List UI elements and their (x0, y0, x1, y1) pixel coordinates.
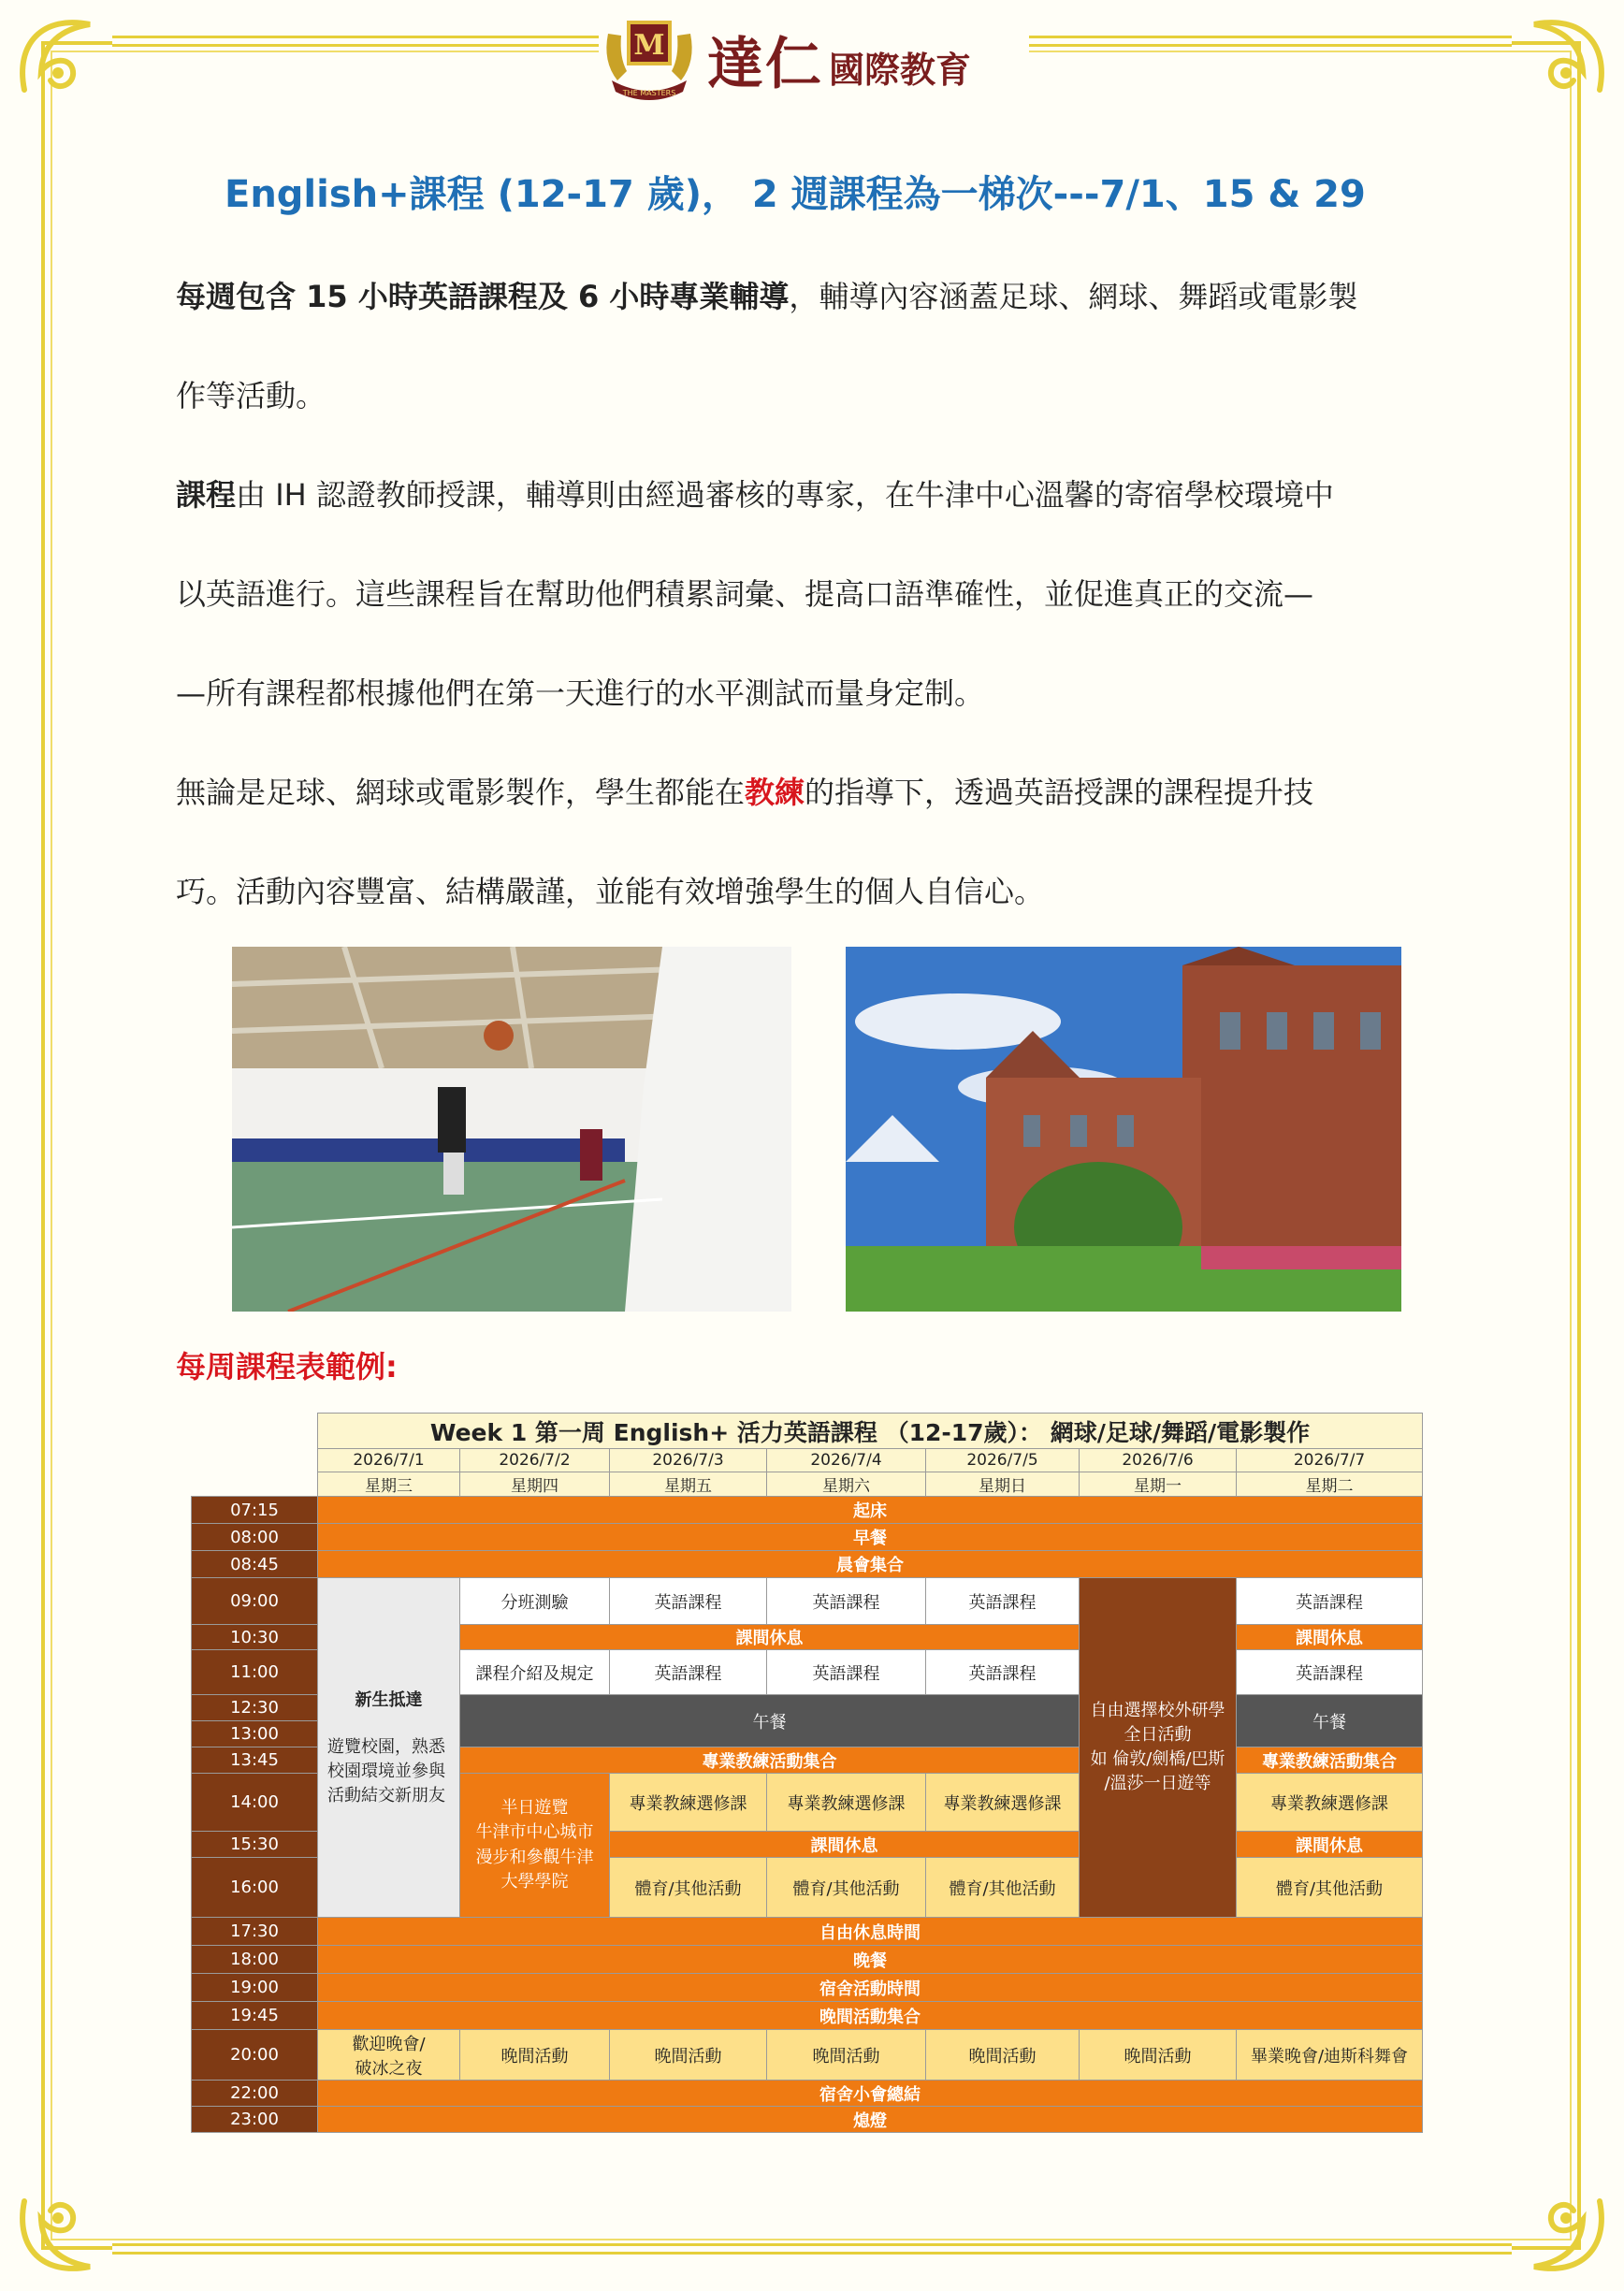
time-cell: 08:45 (192, 1551, 318, 1578)
weekday-cell: 星期二 (1237, 1472, 1423, 1497)
weekday-cell: 星期三 (318, 1472, 460, 1497)
paragraph-2-line-3: —所有課程都根據他們在第一天進行的水平測試而量身定制。 (176, 675, 985, 711)
date-cell: 2026/7/3 (610, 1449, 767, 1472)
text: 由 IH 認證教師授課，輔導則由經過審核的專家，在牛津中心溫馨的寄宿學校環境中 (236, 477, 1334, 513)
corner-cell (192, 1414, 318, 1449)
dorm-meeting-cell: 宿舍小會總結 (318, 2081, 1423, 2107)
evening-activity-cell: 晚間活動 (460, 2030, 610, 2081)
pro-coach-assembly-cell: 專業教練活動集合 (460, 1747, 1080, 1774)
text: 的指導下，透過英語授課的課程提升技 (805, 775, 1314, 810)
weekday-cell: 星期六 (767, 1472, 926, 1497)
pro-elective-cell: 專業教練選修課 (767, 1774, 926, 1832)
english-class-cell: 英語課程 (926, 1650, 1080, 1695)
evening-assembly-cell: 晚間活動集合 (318, 2002, 1423, 2030)
date-cell: 2026/7/2 (460, 1449, 610, 1472)
time-cell: 16:00 (192, 1858, 318, 1918)
dinner-cell: 晚餐 (318, 1946, 1423, 1974)
evening-activity-cell: 晚間活動 (610, 2030, 767, 2081)
oxford-college-photo (846, 947, 1401, 1312)
text: 校園環境並參與 (327, 1761, 445, 1781)
free-time-cell: 自由休息時間 (318, 1918, 1423, 1946)
date-cell: 2026/7/5 (926, 1449, 1080, 1472)
arrival-label: 新生抵達 (355, 1689, 423, 1710)
english-class-cell: 英語課程 (926, 1578, 1080, 1625)
sports-cell: 體育/其他活動 (610, 1858, 767, 1918)
text: 大學學院 (500, 1871, 569, 1892)
text: ，輔導內容涵蓋足球、網球、舞蹈或電影製 (789, 279, 1358, 314)
break-cell: 課間休息 (1237, 1832, 1423, 1858)
evening-activity-cell: 晚間活動 (926, 2030, 1080, 2081)
pro-elective-cell: 專業教練選修課 (926, 1774, 1080, 1832)
text: 全日活動 (1124, 1724, 1192, 1745)
time-cell: 18:00 (192, 1946, 318, 1974)
time-cell: 19:00 (192, 1974, 318, 2002)
paragraph-3-line-2: 巧。活動內容豐富、結構嚴謹，並能有效增強學生的個人自信心。 (176, 874, 1045, 909)
weekday-cell: 星期日 (926, 1472, 1080, 1497)
brand-subtitle: 國際教育 (829, 49, 972, 91)
weekly-schedule-table (191, 1413, 1423, 2133)
svg-text:THE MASTERS: THE MASTERS (622, 89, 676, 97)
header-logo (599, 13, 1029, 107)
time-cell: 23:00 (192, 2107, 318, 2133)
paragraph-2-line-1 (176, 471, 1334, 515)
time-cell: 15:30 (192, 1832, 318, 1858)
corner-ornament-icon (6, 6, 109, 109)
time-cell: 20:00 (192, 2030, 318, 2081)
time-cell: 09:00 (192, 1578, 318, 1625)
svg-text:M: M (633, 29, 665, 62)
half-day-tour-cell (460, 1774, 610, 1918)
text: 如 倫敦/劍橋/巴斯 (1090, 1749, 1225, 1769)
sports-cell: 體育/其他活動 (767, 1858, 926, 1918)
schedule-heading: 每周課程表範例: (176, 1349, 398, 1385)
time-cell: 13:45 (192, 1747, 318, 1774)
paragraph-1-line-1 (176, 273, 1357, 316)
time-cell: 11:00 (192, 1650, 318, 1695)
text: 牛津市中心城市 (475, 1822, 594, 1843)
break-cell: 課間休息 (460, 1625, 1080, 1650)
schedule-title: Week 1 第一周 English+ 活力英語課程 （12-17歲）： 網球/足球/舞蹈/電影製作 (318, 1414, 1423, 1449)
masters-crest-icon (599, 15, 700, 105)
text: 歡迎晚會/ (352, 2034, 426, 2054)
english-class-cell: 英語課程 (610, 1650, 767, 1695)
time-cell: 07:15 (192, 1497, 318, 1524)
arrival-day-cell (318, 1578, 460, 1918)
text: 活動結交新朋友 (327, 1786, 445, 1806)
break-cell: 課間休息 (610, 1832, 1080, 1858)
bold-text: 每週包含 15 小時英語課程及 6 小時專業輔導 (176, 279, 790, 314)
text: 半日遊覽 (500, 1798, 569, 1819)
sports-cell: 體育/其他活動 (926, 1858, 1080, 1918)
sports-cell: 體育/其他活動 (1237, 1858, 1423, 1918)
paragraph-3-line-1 (176, 769, 1313, 812)
corner-ornament-icon (1515, 2182, 1618, 2285)
time-cell: 19:45 (192, 2002, 318, 2030)
weekday-cell: 星期一 (1080, 1472, 1237, 1497)
corner-cell (192, 1449, 318, 1472)
time-cell: 14:00 (192, 1774, 318, 1832)
pro-coach-assembly-cell: 專業教練活動集合 (1237, 1747, 1423, 1774)
course-title: English+課程 (12-17 歲)， 2 週課程為一梯次---7/1、15 & 29 (225, 173, 1366, 216)
excursion-day-cell (1080, 1578, 1237, 1918)
english-class-cell: 英語課程 (1237, 1650, 1423, 1695)
lunch-cell: 午餐 (1237, 1695, 1423, 1747)
english-class-cell: 英語課程 (610, 1578, 767, 1625)
half-day-tour-description (460, 1796, 609, 1893)
weekday-cell: 星期四 (460, 1472, 610, 1497)
pro-elective-cell: 專業教練選修課 (610, 1774, 767, 1832)
lunch-cell: 午餐 (460, 1695, 1080, 1747)
text: 無論是足球、網球或電影製作，學生都能在 (176, 775, 746, 810)
lights-out-cell: 熄燈 (318, 2107, 1423, 2133)
text: /溫莎一日遊等 (1104, 1774, 1211, 1794)
time-cell: 13:00 (192, 1721, 318, 1747)
time-cell: 08:00 (192, 1524, 318, 1551)
paragraph-2-line-2: 以英語進行。這些課程旨在幫助他們積累詞彙、提高口語準確性，並促進真正的交流— (176, 576, 1314, 612)
weekday-cell: 星期五 (610, 1472, 767, 1497)
english-class-cell: 英語課程 (1237, 1578, 1423, 1625)
evening-activity-cell: 晚間活動 (1080, 2030, 1237, 2081)
excursion-description (1080, 1699, 1236, 1796)
time-cell: 17:30 (192, 1918, 318, 1946)
english-class-cell: 英語課程 (767, 1650, 926, 1695)
text: 遊覽校園，熟悉 (327, 1736, 445, 1757)
welcome-party-cell (318, 2030, 460, 2081)
evening-activity-cell: 晚間活動 (767, 2030, 926, 2081)
highlight-text: 教練 (745, 775, 805, 810)
date-cell: 2026/7/7 (1237, 1449, 1423, 1472)
corner-cell (192, 1472, 318, 1497)
time-cell: 22:00 (192, 2081, 318, 2107)
pro-elective-cell: 專業教練選修課 (1237, 1774, 1423, 1832)
text: 自由選擇校外研學 (1090, 1700, 1225, 1720)
gym-basketball-photo (232, 947, 791, 1312)
wake-up-cell: 起床 (318, 1497, 1423, 1524)
bold-text: 課程 (176, 477, 237, 513)
date-cell: 2026/7/1 (318, 1449, 460, 1472)
morning-assembly-cell: 晨會集合 (318, 1551, 1423, 1578)
corner-ornament-icon (6, 2182, 109, 2285)
time-cell: 12:30 (192, 1695, 318, 1721)
corner-ornament-icon (1515, 6, 1618, 109)
time-cell: 10:30 (192, 1625, 318, 1650)
english-class-cell: 英語課程 (767, 1578, 926, 1625)
intro-rules-cell: 課程介紹及規定 (460, 1650, 610, 1695)
arrival-description (318, 1735, 459, 1808)
breakfast-cell: 早餐 (318, 1524, 1423, 1551)
date-cell: 2026/7/6 (1080, 1449, 1237, 1472)
placement-test-cell: 分班測驗 (460, 1578, 610, 1625)
text: 漫步和參觀牛津 (475, 1847, 594, 1867)
border-line-bottom (112, 2243, 1512, 2255)
break-cell: 課間休息 (1237, 1625, 1423, 1650)
date-cell: 2026/7/4 (767, 1449, 926, 1472)
paragraph-1-line-2: 作等活動。 (176, 378, 326, 413)
brand-name: 達仁 (707, 32, 823, 97)
dorm-time-cell: 宿舍活動時間 (318, 1974, 1423, 2002)
text: 破冰之夜 (355, 2058, 423, 2079)
graduation-party-cell: 畢業晚會/迪斯科舞會 (1237, 2030, 1423, 2081)
